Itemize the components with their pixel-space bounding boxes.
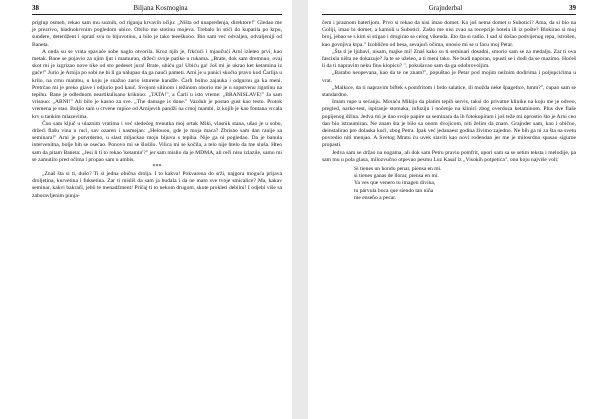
- song-verse: [354, 166, 576, 202]
- left-page-number: 38: [32, 4, 39, 12]
- verse-line: si tienes ganas de llorar, piensa en mí.: [354, 173, 439, 180]
- left-paragraph: A onda su se vrata spavaće sobe naglo otvorila. Kroz njih je, frkćući i mjaučući Arni izleteo prvi, kao metak. Bane se pojavio za njim ljut i mamuran, držeći svoje patike u rukama. „Brate, dok sam dremnuo, ovaj skot mi je izgrizao nove tike od sto pedeset jura! Brate, ubiću ga! Ubiću ga! Još mi je ukrao ket ketamina iz gaće!" Jurio je Arnija po sobi ne bi li ga nalupao da ga nauči pameti. Arni je u panici skočio pravo kod Čarlija u krilo, na crnu mambu, u koju je snažno zario isturene kandže. Čarli bolno zajauka i odgurnu ga ka meni. Pretrčao mi je preko glave i odjurio pod kauč. Svojom silinom i težinom oborio me je u sopstvenu rigotinu na tepihu. Bane je odlednom neartikulisano kriknuo: „TATA!", a Čarli u isto vreme: „BRANISLAVE!" Ja sam vrisnuo: „ARNI!" Ali bilo je kasno za sve. „The damage is done." Vazduh je postao gust kao testo. Protok vremena je stao. Buljio sam u crvene rupice od Arnijevih pandži na crnoj mambi, iz kojih je kao fontana vrcala krv u tankim mlazevima.: [32, 48, 282, 120]
- left-head-rule: [32, 14, 282, 15]
- right-paragraph: „Barabo neopevana, kao da te ne znam!", popuštao je Petar pod mojim nežnim dodirima i poljupcićima u vrat.: [322, 70, 576, 84]
- right-page-number: 39: [569, 4, 576, 12]
- verse-line: Si tienes un hondo penar, piensa en mí.: [354, 166, 442, 173]
- left-running-head: [32, 4, 282, 13]
- verse-line: Ya ves que venero tu imagen divina,: [354, 180, 436, 187]
- right-paragraph: „Šta ti je ljubavi, nisam, majke mi! Znaš kako su ti seminari dosadni, smorio sam se za medalju. Zar ti ova fasciкla ništa ne dokazuje? Ja te se uželео, a ti meni tako. Ne budi naporan, opusti se i dođi da se mazimo. Hoćeš li da ti napravim neku finu klopicu? ", pokušavao sam da ga odobrovoljim.: [322, 48, 576, 70]
- right-running-title: Grajnderbal: [428, 4, 463, 12]
- left-paragraph: priglup osmeh, rekao sam mu suzníh, od riganja krvavih očiju: „Ništa od unapređenja, direktore!" Gledao me je prezrivo, hladnokrvnim pogledom ubice. Obilio me stotinu mojeva. Trebalo bi stići do kupatila po krpu, sunđere, deterdžent i oprati svu tu bljuvotinu, a bilo je tako teeeškooo. Bio sam već odvaljen, odvaljeniji od Baneta.: [32, 20, 282, 48]
- left-body-text: [32, 20, 282, 200]
- verse-line: tu párvula boca que siendo tan niña: [354, 187, 434, 194]
- right-page: [308, 0, 600, 419]
- left-paragraph: Čuo sam ključ u ulaznim vratima i već sledećeg trenutka moj ortak Miki, vlasnik stana, ušao je u sobu, držeći flašu vina u ruci, sav ozaren i nasmejan: „Helouou, gde je moja maca? Zbrisao sam dan ranije sa seminara!" Arni je potvrdemo, u slast mljackao moju bljuvu s tepiha. Nije ga ni pogledao. Da je banula intervenitna, bolje bih se osećao. Ponovo mi se šlošilo. Vilica mi se kočila, a telo nije htelo da me sluša. Hteo sam da pitam Baneta: „Jesi li ti to rekao 'ketamin'?" jer sam mislio da je MDMA, ali reči nisu izlazile, samo mi se zamutilo pred očima i propao sam u ambis.: [32, 120, 282, 163]
- right-paragraph: „Malkice, da ti napravim biftek s pomfritom i brdo salatice, ili možda neke špagetice, hmm?", cupao sam se standardno.: [322, 84, 576, 99]
- right-running-head: [322, 4, 576, 13]
- left-page: [0, 0, 292, 419]
- right-body-text: [322, 20, 576, 202]
- left-paragraph: „Znaš šta si ti, dušo? Ti si jedna obična drolja. I to kakva! Pokvarena do srži, najgora moguća prljava droljetina, kurvetina i fuksetina. Zar ti misliš da sam ja budala i da ne mam sve tvoje smicalice? Ma, kakav seminar, kakvi bakrači, jebô te menadžment! Pričaj ti to nekom drugom, skote prokleti debilni! I odjebi više sa zaboravljenim punja-: [32, 171, 282, 199]
- right-paragraph: Jedva sam se držao na nogama, ali dok sam Petru pravio pomfrit, upori sam sa se setim teksta i melodije, pa sam mu u pola glasa, milozvučno otpevao pesmu Luz Kasal iz „Visokih potpetica", onu koju najviše voli:: [322, 149, 576, 163]
- verse-line: me enseño a pecar.: [354, 194, 397, 201]
- right-head-rule: [322, 14, 576, 15]
- right-paragraph: Imam rupe u sećanju. Moraću Mikiju da platim tepih servis, taksi do privatne klinike na koju me je odveo, pregled, narko-test, ispiranje stomaka, infuziju i noćenje na klinici zbog overdoza ketaminom. Plus dve flaše popijenog džina. Jedva mi je dao svoje papire sa seminara da ih fotokopiram i još teže mi oprostio što je Arni ceo dan bio istraumiran. Ne znam šta je bilo sa onom dvojicom, niti želim da znam. Grajnder sam, kao i obično, deinstalirao pre dolaska kući, zbog Petra. Ipak već jedanaest godina živimo zajedno. Ne bih ga ni za šta na svetu povredio niti menjao. A Svetog Mratu ću uvek slaviti kao novi rođendan jer me je milosrdno spasao sigurne propasti.: [322, 99, 576, 149]
- left-running-title: Biljana Kosmogina: [133, 4, 188, 12]
- section-separator: ***: [152, 164, 162, 171]
- right-paragraph: čem i praznom baterijom. Prvo si rekao da nisi imao domet. Ko još nema domet u Subotici? Ama, da si bio na Goliji, imao bi domet, a kamoli u Subotici. Zašto me nisi zvao sa recepcije hotela ili iz pošte? Blokirao si moj broj, jebao se s kim si stigao i drogirao se celog vikenda. Eto šta si radio. I sad si došao podvijenog repa, istrošen, kao govnjiva krpa." Izobličen od besa, sevajući očima, unosio mi se u facu moj Petar.: [322, 20, 576, 48]
